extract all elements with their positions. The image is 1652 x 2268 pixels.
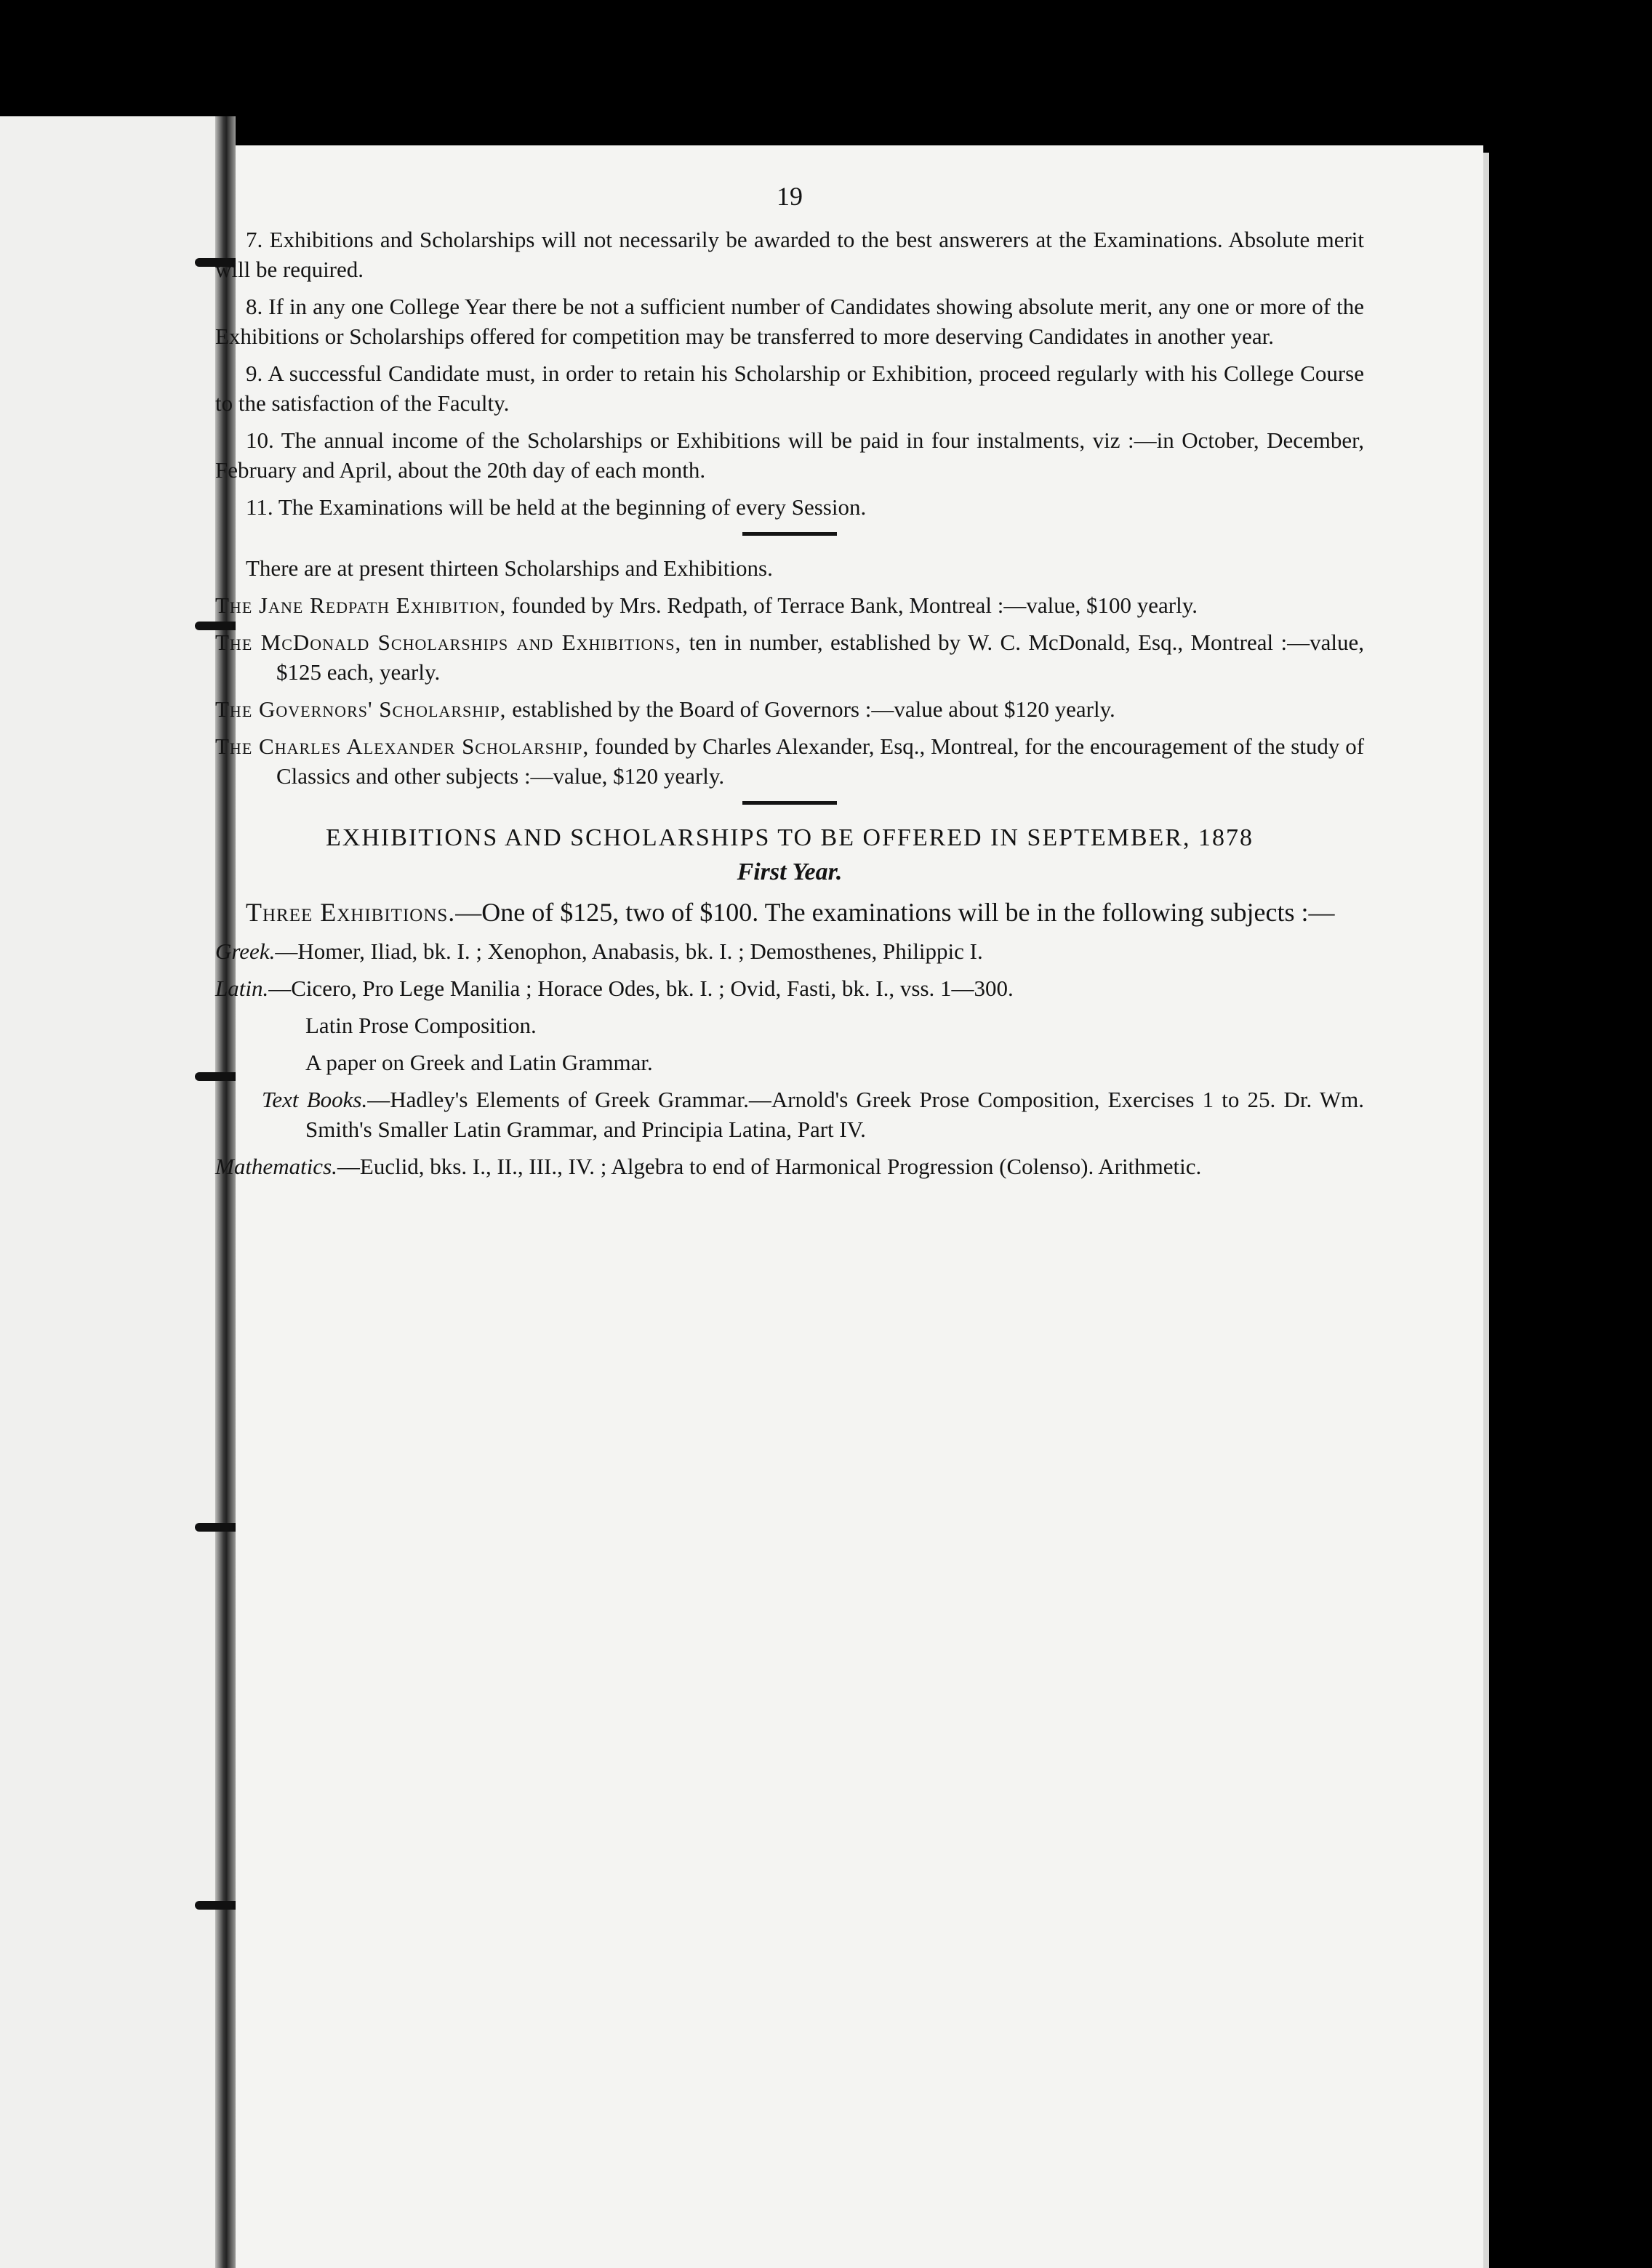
award-charles-alexander: The Charles Alexander Scholarship, founded by Charles Alexander, Esq., Montreal, for the encouragement of the study of Classics and other subjects :—value, $120 yearly.: [215, 733, 1365, 789]
subject-mathematics: Mathematics.—Euclid, bks. I., II., III., IV. ; Algebra to end of Harmonical Progression (Colenso). Arithmetic.: [215, 1154, 1202, 1179]
page-number: 19: [777, 182, 803, 211]
rule-10: 10. The annual income of the Scholarships or Exhibitions will be paid in four instalments, viz :—in October, December, February and April, about the 20th day of each month.: [215, 427, 1364, 483]
grammar-paper: A paper on Greek and Latin Grammar.: [305, 1050, 653, 1075]
latin-prose-composition: Latin Prose Composition.: [305, 1013, 537, 1038]
page-content: [215, 182, 1364, 1189]
award-mcdonald: The McDonald Scholarships and Exhibitions, ten in number, established by W. C. McDonald, Esq., Montreal :—value, $125 each, yearly.: [215, 630, 1364, 685]
section-divider: [742, 532, 837, 536]
award-jane-redpath: The Jane Redpath Exhibition, founded by Mrs. Redpath, of Terrace Bank, Montreal :—value, $100 yearly.: [215, 592, 1198, 618]
rule-9: 9. A successful Candidate must, in order to retain his Scholarship or Exhibition, proceed regularly with his College Course to the satisfaction of the Faculty.: [215, 361, 1364, 416]
scholarships-intro: There are at present thirteen Scholarships and Exhibitions.: [246, 555, 773, 581]
award-governors: The Governors' Scholarship, established by the Board of Governors :—value about $120 yearly.: [215, 696, 1115, 722]
exhibitions-lead: Three Exhibitions.—One of $125, two of $100. The examinations will be in the following subjects :—: [246, 898, 1335, 927]
subject-textbooks: Text Books.—Hadley's Elements of Greek Grammar.—Arnold's Greek Prose Composition, Exercises 1 to 25. Dr. Wm. Smith's Smaller Latin Grammar, and Principia Latina, Part IV.: [262, 1087, 1364, 1142]
rule-8: 8. If in any one College Year there be not a sufficient number of Candidates showing absolute merit, any one or more of the Exhibitions or Scholarships offered for competition may be transferred to more deserving Candidates in another year.: [215, 294, 1365, 349]
previous-page-edge: [0, 116, 218, 2268]
rule-7: 7. Exhibitions and Scholarships will not necessarily be awarded to the best answerers at the Examinations. Absolute merit will be required.: [215, 227, 1364, 282]
section-heading: EXHIBITIONS AND SCHOLARSHIPS TO BE OFFERED IN SEPTEMBER, 1878: [326, 824, 1254, 851]
page-edge: [1483, 153, 1489, 2268]
section-subheading: First Year.: [737, 858, 843, 885]
section-divider: [742, 801, 837, 805]
rule-11: 11. The Examinations will be held at the beginning of every Session.: [246, 494, 867, 520]
subject-latin: Latin.—Cicero, Pro Lege Manilia ; Horace Odes, bk. I. ; Ovid, Fasti, bk. I., vss. 1—300.: [215, 976, 1014, 1001]
subject-greek: Greek.—Homer, Iliad, bk. I. ; Xenophon, Anabasis, bk. I. ; Demosthenes, Philippic I.: [215, 938, 983, 964]
